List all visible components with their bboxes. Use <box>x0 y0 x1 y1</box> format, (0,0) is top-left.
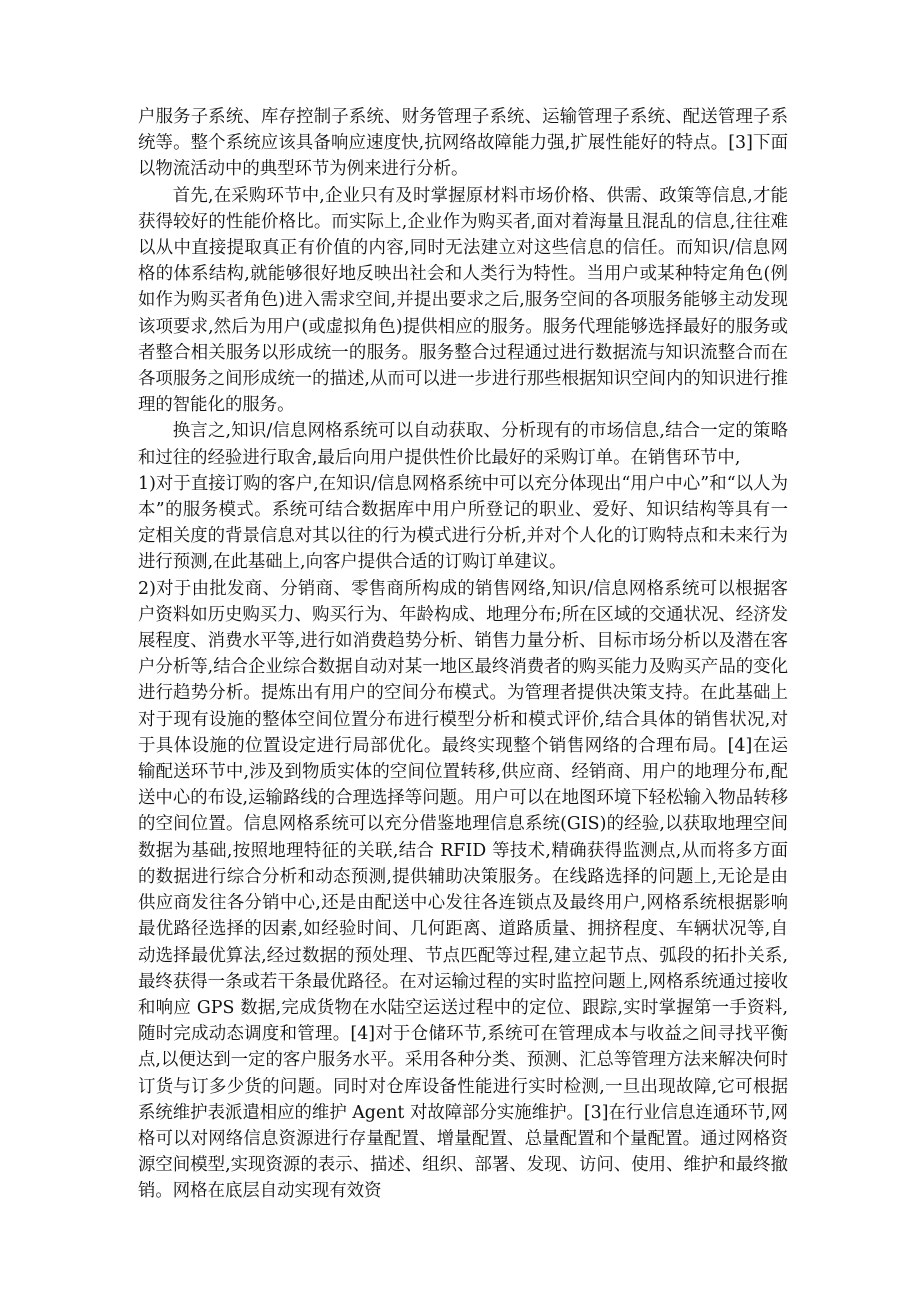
paragraph-continuation: 户服务子系统、库存控制子系统、财务管理子系统、运输管理子系统、配送管理子系统等。整个系统应该具备响应速度快,抗网络故障能力强,扩展性能好的特点。[3]下面以物流活动中的典型环节为例来进行分析。 <box>138 107 788 180</box>
paragraph-procurement: 首先,在采购环节中,企业只有及时掌握原材料市场价格、供需、政策等信息,才能获得较好的性能价格比。而实际上,企业作为购买者,面对着海量且混乱的信息,往往难以从中直接提取真正有价值的内容,同时无法建立对这些信息的信任。而知识/信息网格的体系结构,就能够很好地反映出社会和人类行为特性。当用户或某种特定角色(例如作为购买者角色)进入需求空间,并提出要求之后,服务空间的各项服务能够主动发现该项要求,然后为用户(或虚拟角色)提供相应的服务。服务代理能够选择最好的服务或者整合相关服务以形成统一的服务。服务整合过程通过进行数据流与知识流整合而在各项服务之间形成统一的描述,从而可以进一步进行那些根据知识空间内的知识进行推理的智能化的服务。 <box>138 185 788 416</box>
paragraph-list-item-2: 2)对于由批发商、分销商、零售商所构成的销售网络,知识/信息网格系统可以根据客户资料如历史购买力、购买行为、年龄构成、地理分布;所在区域的交通状况、经济发展程度、消费水平等,进行如消费趋势分析、销售力量分析、目标市场分析以及潜在客户分析等,结合企业综合数据自动对某一地区最终消费者的购买能力及购买产品的变化进行趋势分析。提炼出有用户的空间分布模式。为管理者提供决策支持。在此基础上对于现有设施的整体空间位置分布进行模型分析和模式评价,结合具体的销售状况,对于具体设施的位置设定进行局部优化。最终实现整个销售网络的合理布局。[4]在运输配送环节中,涉及到物质实体的空间位置转移,供应商、经销商、用户的地理分布,配送中心的布设,运输路线的合理选择等问题。用户可以在地图环境下轻松输入物品转移的空间位置。信息网格系统可以充分借鉴地理信息系统(GIS)的经验,以获取地理空间数据为基础,按照地理特征的关联,结合 RFID 等技术,精确获得监测点,从而将多方面的数据进行综合分析和动态预测,提供辅助决策服务。在线路选择的问题上,无论是由供应商发往各分销中心,还是由配送中心发往各连锁点及最终用户,网格系统根据影响最优路径选择的因素,如经验时间、几何距离、道路质量、拥挤程度、车辆状况等,自动选择最优算法,经过数据的预处理、节点匹配等过程,建立起节点、弧段的拓扑关系,最终获得一条或若干条最优路径。在对运输过程的实时监控问题上,网格系统通过接收和响应 GPS 数据,完成货物在水陆空运送过程中的定位、跟踪,实时掌握第一手资料,随时完成动态调度和管理。[4]对于仓储环节,系统可在管理成本与收益之间寻找平衡点,以便达到一定的客户服务水平。采用各种分类、预测、汇总等管理方法来解决何时订货与订多少货的问题。同时对仓库设备性能进行实时检测,一旦出现故障,它可根据系统维护表派遣相应的维护 Agent 对故障部分实施维护。[3]在行业信息连通环节,网格可以对网络信息资源进行存量配置、增量配置、总量配置和个量配置。通过网格资源空间模型,实现资源的表示、描述、组织、部署、发现、访问、使用、维护和最终撤销。网格在底层自动实现有效资 <box>138 578 788 1202</box>
paragraph-list-item-1: 1)对于直接订购的客户,在知识/信息网格系统中可以充分体现出“用户中心”和“以人为本”的服务模式。系统可结合数据库中用户所登记的职业、爱好、知识结构等具有一定相关度的背景信息对其以往的行为模式进行分析,并对个人化的订购特点和未来行为进行预测,在此基础上,向客户提供合适的订购订单建议。 <box>138 473 788 573</box>
paragraph-summary-sales: 换言之,知识/信息网格系统可以自动获取、分析现有的市场信息,结合一定的策略和过往的经验进行取舍,最后向用户提供性价比最好的采购订单。在销售环节中, <box>138 421 788 468</box>
document-page <box>138 104 788 1205</box>
